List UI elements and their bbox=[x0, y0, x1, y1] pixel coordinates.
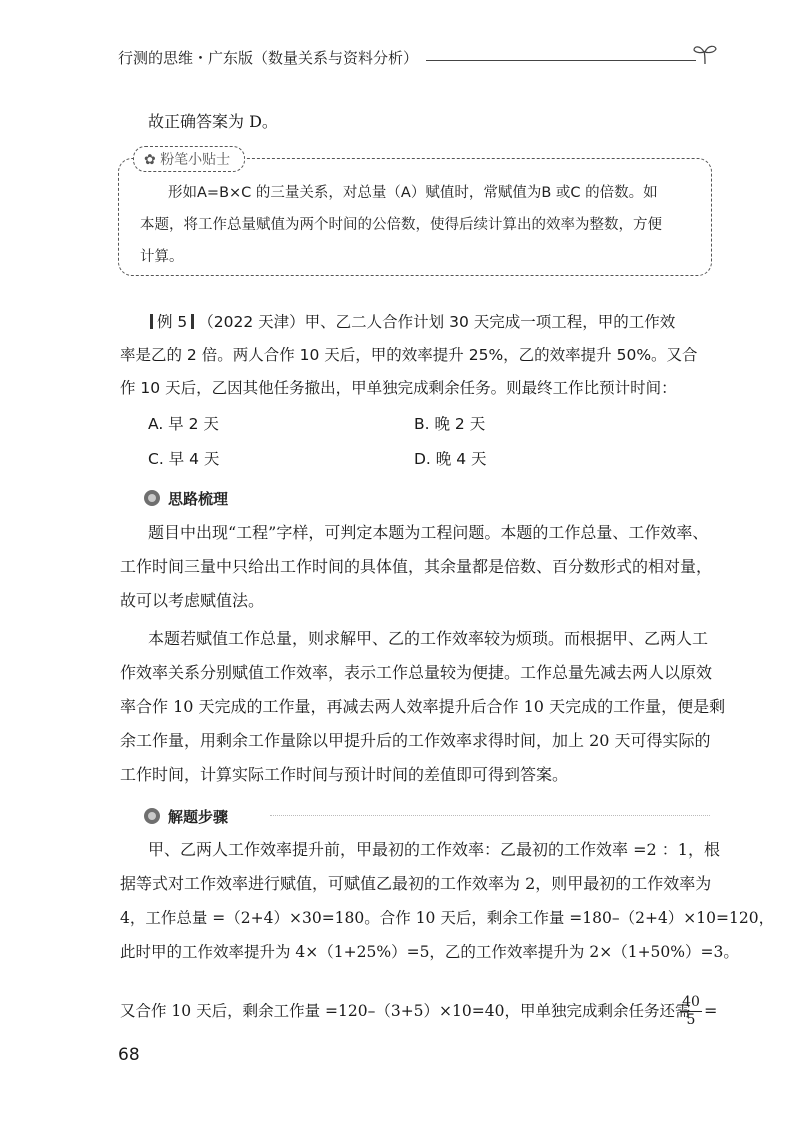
analysis-line-2: 工作时间三量中只给出工作时间的具体值，其余量都是倍数、百分数形式的相对量， bbox=[120, 557, 713, 576]
sprout-icon bbox=[692, 42, 718, 66]
option-b: B. 晚 2 天 bbox=[414, 415, 486, 433]
analysis-line-6: 率合作 10 天完成的工作量，再减去两人效率提升后合作 10 天完成的工作量，便是剩 bbox=[120, 697, 726, 716]
example-bar-right bbox=[191, 314, 194, 329]
solution-line-3: 4，工作总量 =（2+4）×30=180。合作 10 天后，剩余工作量 =180–（2+4）×10=120， bbox=[120, 909, 775, 927]
solution-heading bbox=[144, 806, 228, 828]
fraction-denominator: 5 bbox=[686, 1012, 696, 1028]
tip-line-3: 计算。 bbox=[140, 249, 184, 265]
solution-line-4: 此时甲的工作效率提升为 4×（1+25%）=5，乙的工作效率提升为 2×（1+50%）=3。 bbox=[120, 943, 739, 961]
solution-line-1: 甲、乙两人工作效率提升前，甲最初的工作效率：乙最初的工作效率 =2 ：1，根 bbox=[148, 840, 720, 859]
fraction bbox=[680, 994, 702, 1029]
option-a: A. 早 2 天 bbox=[148, 415, 219, 433]
analysis-line-1: 题目中出现“工程”字样，可判定本题为工程问题。本题的工作总量、工作效率、 bbox=[148, 523, 709, 542]
tip-line-2: 本题，将工作总量赋值为两个时间的公倍数，使得后续计算出的效率为整数，方便 bbox=[140, 217, 662, 233]
solution-dotted-rule bbox=[270, 815, 710, 816]
fraction-numerator: 40 bbox=[680, 994, 702, 1012]
example-line-1 bbox=[146, 312, 746, 332]
analysis-line-5: 作效率关系分别赋值工作效率，表示工作总量较为便捷。工作总量先减去两人以原效 bbox=[120, 663, 713, 682]
example-line-2: 率是乙的 2 倍。两人合作 10 天后，甲的效率提升 25%，乙的效率提升 50%。又合 bbox=[120, 346, 698, 364]
fraction-equals: = bbox=[704, 1001, 718, 1020]
analysis-line-7: 余工作量，用剩余工作量除以甲提升后的工作效率求得时间，加上 20 天可得实际的 bbox=[120, 731, 711, 750]
solution-line-5: 又合作 10 天后，剩余工作量 =120–（3+5）×10=40，甲单独完成剩余任务还需 bbox=[120, 1002, 691, 1020]
running-header bbox=[118, 44, 718, 74]
analysis-line-4: 本题若赋值工作总量，则求解甲、乙的工作效率较为烦琐。而根据甲、乙两人工 bbox=[148, 629, 709, 648]
solution-bullet-icon bbox=[144, 808, 160, 824]
solution-line-2: 据等式对工作效率进行赋值，可赋值乙最初的工作效率为 2，则甲最初的工作效率为 bbox=[120, 874, 712, 893]
option-d: D. 晚 4 天 bbox=[414, 450, 487, 468]
tip-line-1: 形如A=B×C 的三量关系，对总量（A）赋值时，常赋值为B 或C 的倍数。如 bbox=[168, 185, 658, 201]
tip-tab-label: 粉笔小贴士 bbox=[160, 152, 231, 168]
tip-tab bbox=[133, 146, 245, 172]
header-rule bbox=[426, 60, 696, 61]
page-number: 68 bbox=[118, 1045, 140, 1065]
example-label: 例 5 bbox=[157, 313, 188, 331]
example-line-3: 作 10 天后，乙因其他任务撤出，甲单独完成剩余任务。则最终工作比预计时间： bbox=[120, 379, 677, 397]
option-c: C. 早 4 天 bbox=[148, 450, 220, 468]
tip-sprout-icon: ✿ bbox=[144, 152, 156, 168]
analysis-bullet-icon bbox=[144, 490, 160, 506]
example-text-1: （2022 天津）甲、乙二人合作计划 30 天完成一项工程，甲的工作效 bbox=[198, 313, 676, 331]
conclusion-text: 故正确答案为 D。 bbox=[148, 112, 278, 131]
header-title: 行测的思维・广东版（数量关系与资料分析） bbox=[118, 49, 419, 67]
solution-heading-text: 解题步骤 bbox=[168, 808, 229, 826]
analysis-heading bbox=[144, 488, 228, 510]
analysis-line-8: 工作时间，计算实际工作时间与预计时间的差值即可得到答案。 bbox=[120, 765, 569, 784]
analysis-heading-text: 思路梳理 bbox=[168, 490, 229, 508]
analysis-line-3: 故可以考虑赋值法。 bbox=[120, 591, 265, 610]
example-bar-left bbox=[150, 314, 153, 329]
